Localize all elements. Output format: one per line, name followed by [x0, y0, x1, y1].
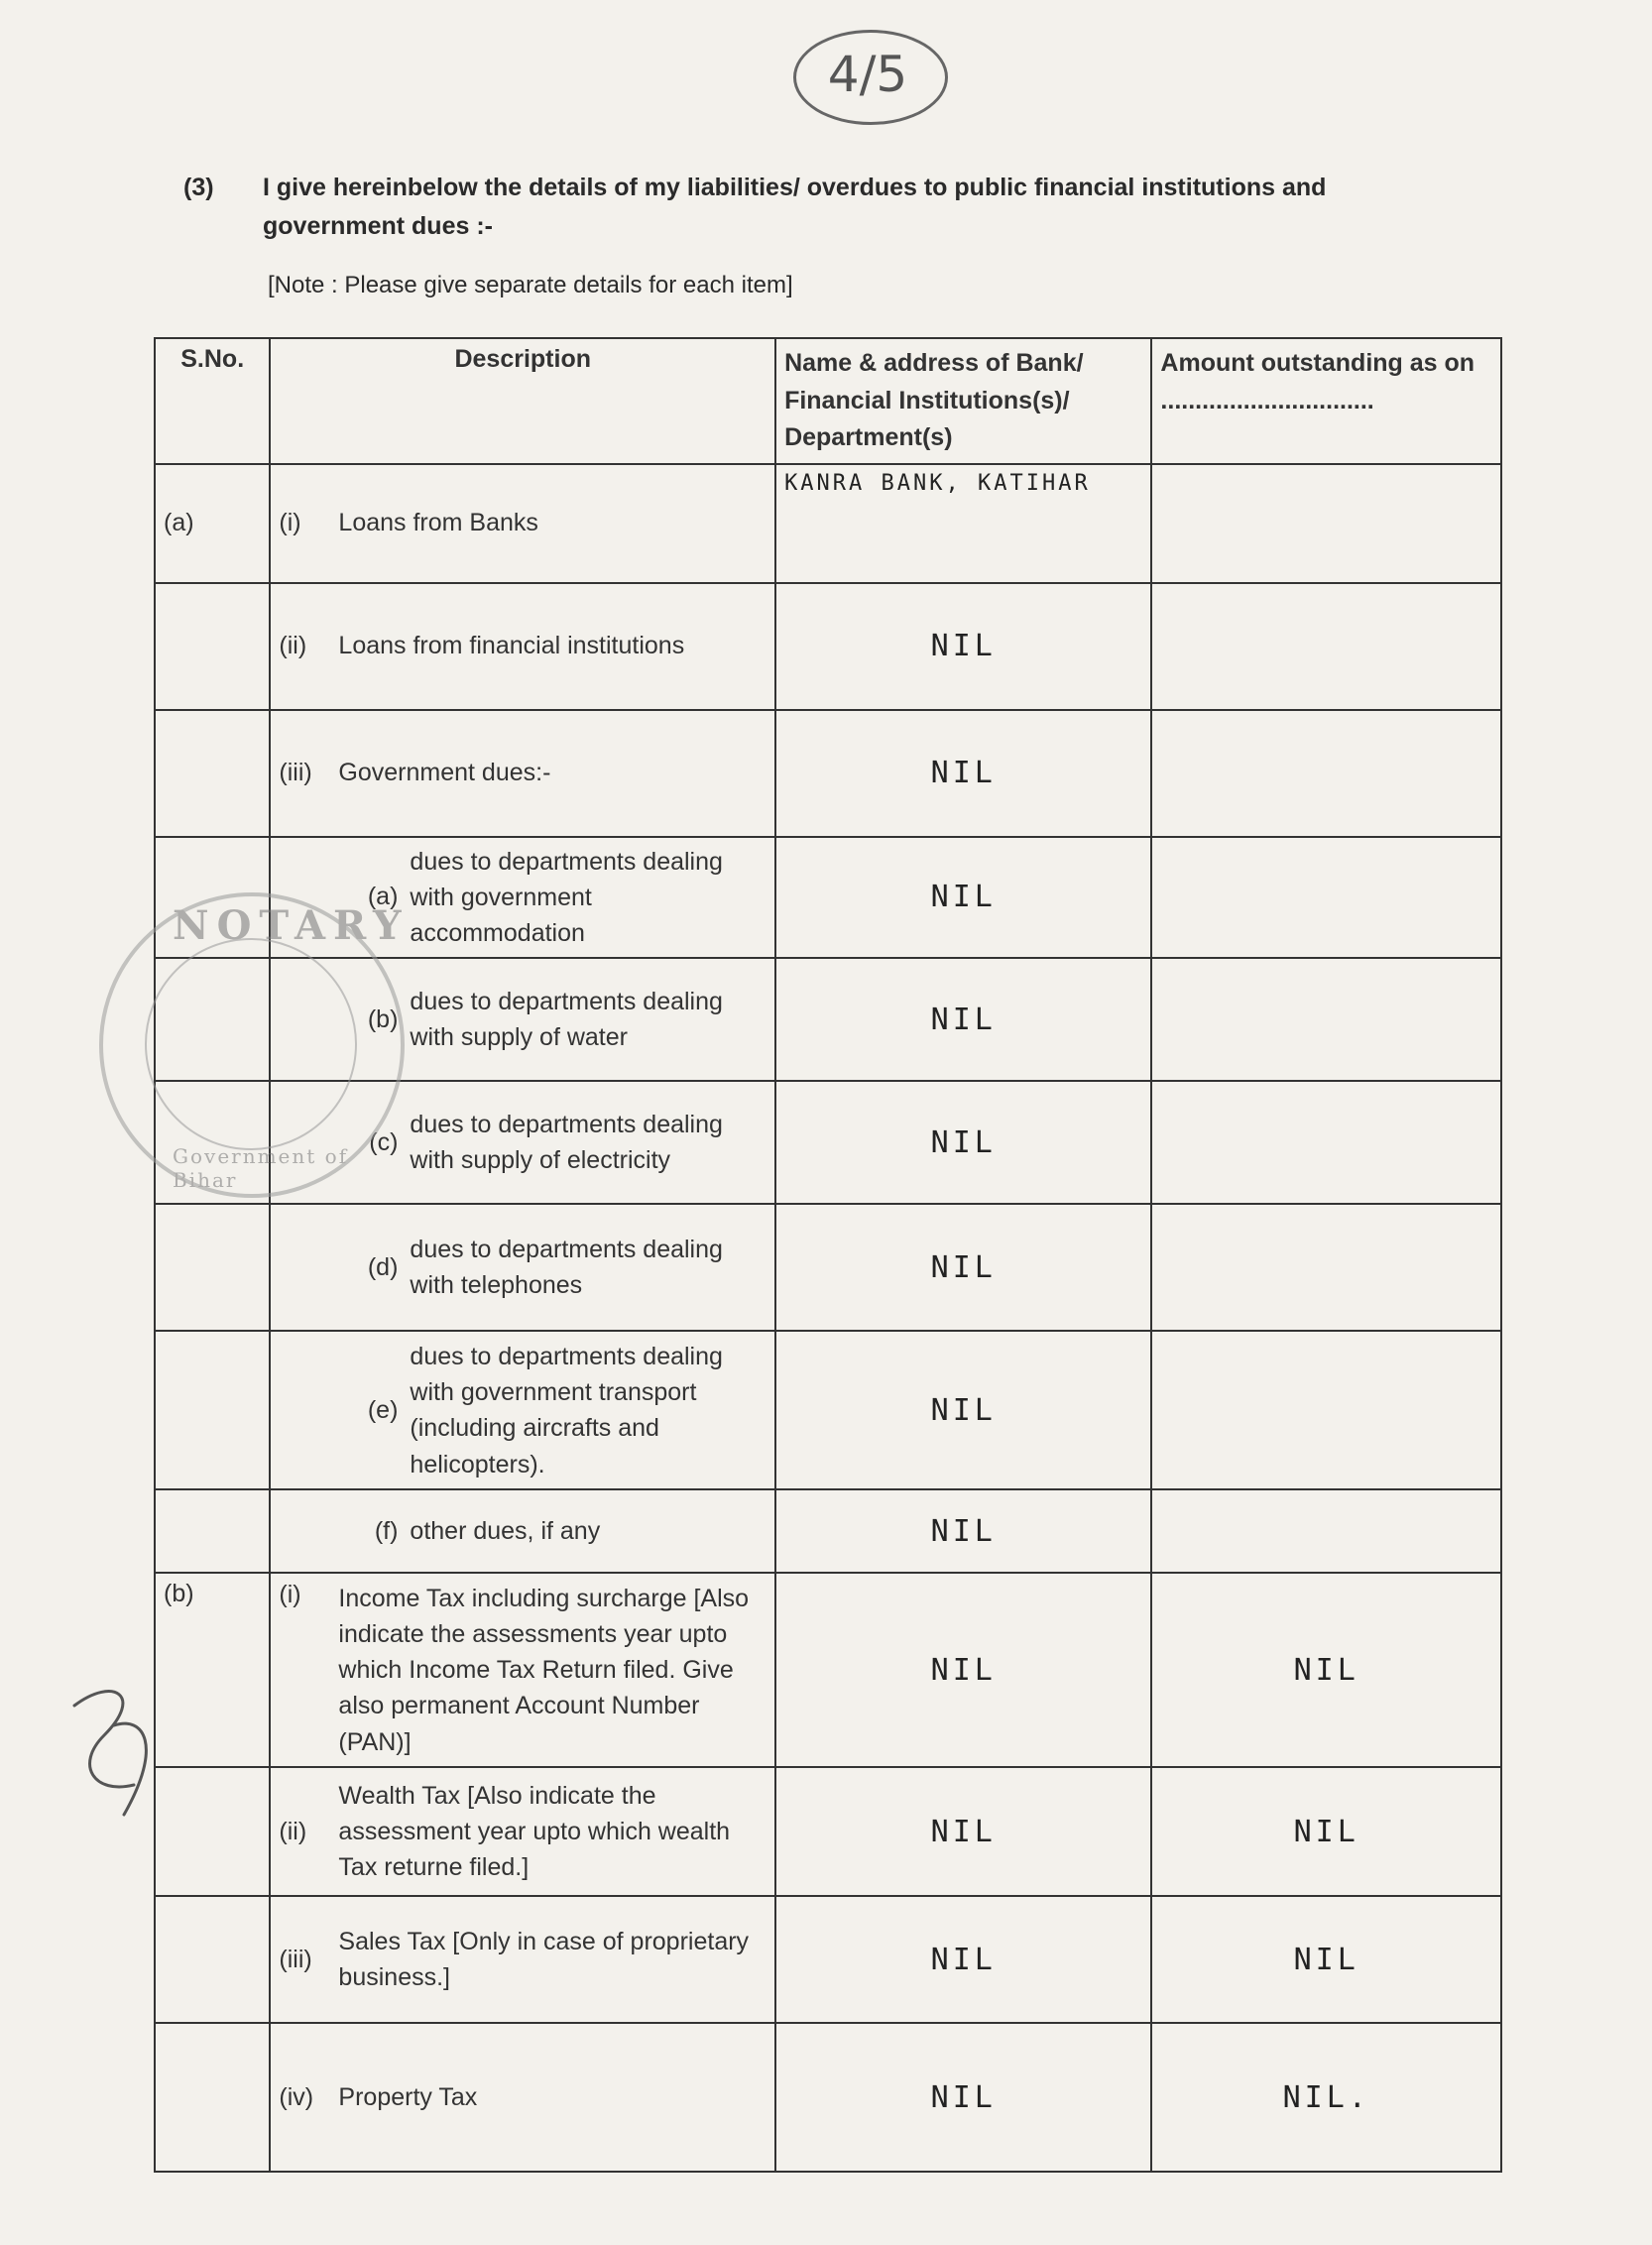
bank-cell: NIL	[775, 1081, 1151, 1204]
amount-cell: NIL	[1151, 1767, 1501, 1896]
roman-numeral: (ii)	[279, 1817, 307, 1845]
description-cell	[270, 583, 775, 710]
amount-cell	[1151, 1489, 1501, 1573]
table-row	[155, 464, 1501, 583]
stamp-top-text: NOTARY	[173, 902, 410, 949]
amount-cell	[1151, 1204, 1501, 1331]
bank-cell: NIL	[775, 1331, 1151, 1489]
intro-paragraph	[183, 169, 1473, 246]
amount-cell	[1151, 837, 1501, 959]
intro-text: I give hereinbelow the details of my liabilities/ overdues to public financial institutions and government dues :-	[263, 174, 1327, 240]
description-cell	[270, 1896, 775, 2023]
table-row	[155, 2023, 1501, 2172]
amount-cell	[1151, 958, 1501, 1081]
table-row	[155, 1331, 1501, 1489]
bank-cell: NIL	[775, 1573, 1151, 1767]
sno-cell: (b)	[155, 1573, 270, 1767]
description-text: Income Tax including surcharge [Also indicate the assessments year upto which Income Tax Return filed. Give also permanent Account Number (PAN)]	[338, 1584, 750, 1756]
page-number-circle	[793, 30, 948, 125]
roman-numeral: (iii)	[279, 759, 312, 786]
header-sno: S.No.	[155, 338, 270, 464]
amount-cell	[1151, 1331, 1501, 1489]
amount-cell: NIL.	[1151, 2023, 1501, 2172]
description-text: dues to departments dealing with telephones	[410, 1236, 723, 1300]
description-cell	[270, 1331, 775, 1489]
sub-letter: (f)	[374, 1516, 399, 1545]
amount-cell: NIL	[1151, 1896, 1501, 2023]
table-row	[155, 1489, 1501, 1573]
sub-letter: (b)	[367, 1004, 399, 1033]
sno-cell	[155, 1896, 270, 2023]
description-cell	[270, 710, 775, 837]
table-row	[155, 1204, 1501, 1331]
signature-mark	[55, 1666, 183, 1825]
bank-cell: KANRA BANK, KATIHAR	[775, 464, 1151, 583]
sno-cell	[155, 583, 270, 710]
page-number-text: 4/5	[827, 46, 908, 103]
table-header-row	[155, 338, 1501, 464]
roman-numeral: (ii)	[279, 632, 307, 659]
description-text: Wealth Tax [Also indicate the assessment year upto which wealth Tax returne filed.]	[338, 1781, 731, 1882]
roman-numeral: (i)	[279, 1580, 301, 1608]
sno-cell	[155, 1331, 270, 1489]
sub-letter: (e)	[367, 1395, 399, 1424]
note-text: [Note : Please give separate details for each item]	[268, 272, 793, 298]
bank-cell: NIL	[775, 958, 1151, 1081]
table-row	[155, 710, 1501, 837]
bank-cell: NIL	[775, 583, 1151, 710]
sno-cell	[155, 710, 270, 837]
description-cell	[270, 464, 775, 583]
description-text: dues to departments dealing with government transport (including aircrafts and helicopters).	[410, 1342, 723, 1478]
description-text: Loans from financial institutions	[338, 632, 685, 660]
bank-cell: NIL	[775, 710, 1151, 837]
description-cell	[270, 2023, 775, 2172]
header-bank: Name & address of Bank/ Financial Institutions(s)/ Department(s)	[775, 338, 1151, 464]
amount-cell	[1151, 583, 1501, 710]
description-text: dues to departments dealing with government accommodation	[410, 847, 723, 947]
table-row	[155, 1573, 1501, 1767]
stamp-inner-ring	[145, 938, 357, 1150]
header-amount: Amount outstanding as on ...............................	[1151, 338, 1501, 464]
amount-cell	[1151, 464, 1501, 583]
stamp-bottom-text: Government of Bihar	[173, 1144, 349, 1192]
table-row	[155, 1767, 1501, 1896]
sub-letter: (c)	[369, 1127, 399, 1156]
sub-letter: (a)	[367, 883, 399, 911]
bank-cell: NIL	[775, 1204, 1151, 1331]
section-number: (3)	[183, 174, 214, 201]
description-text: Sales Tax [Only in case of proprietary business.]	[338, 1928, 750, 1992]
sub-letter: (d)	[367, 1252, 399, 1281]
table-row	[155, 583, 1501, 710]
description-text: Property Tax	[338, 2083, 478, 2112]
description-cell	[270, 1767, 775, 1896]
sno-cell	[155, 1204, 270, 1331]
sno-cell: (a)	[155, 464, 270, 583]
description-cell	[270, 1573, 775, 1767]
notary-stamp	[99, 892, 410, 1198]
description-text: dues to departments dealing with supply of water	[410, 988, 723, 1052]
roman-numeral: (i)	[279, 509, 301, 536]
bank-cell: NIL	[775, 1896, 1151, 2023]
bank-cell: NIL	[775, 1489, 1151, 1573]
sno-cell	[155, 2023, 270, 2172]
liabilities-table	[154, 337, 1502, 2173]
description-text: other dues, if any	[410, 1517, 601, 1546]
bank-cell: NIL	[775, 837, 1151, 959]
description-text: Government dues:-	[338, 759, 551, 787]
amount-cell	[1151, 710, 1501, 837]
table-row	[155, 1896, 1501, 2023]
page-number	[793, 30, 942, 119]
bank-cell: NIL	[775, 2023, 1151, 2172]
bank-cell: NIL	[775, 1767, 1151, 1896]
description-cell	[270, 1204, 775, 1331]
header-description: Description	[270, 338, 775, 464]
amount-cell: NIL	[1151, 1573, 1501, 1767]
roman-numeral: (iv)	[279, 2082, 314, 2111]
roman-numeral: (iii)	[279, 1945, 312, 1973]
description-text: Loans from Banks	[338, 509, 538, 537]
description-cell	[270, 1489, 775, 1573]
description-text: dues to departments dealing with supply of electricity	[410, 1111, 723, 1175]
amount-cell	[1151, 1081, 1501, 1204]
sno-cell	[155, 1489, 270, 1573]
